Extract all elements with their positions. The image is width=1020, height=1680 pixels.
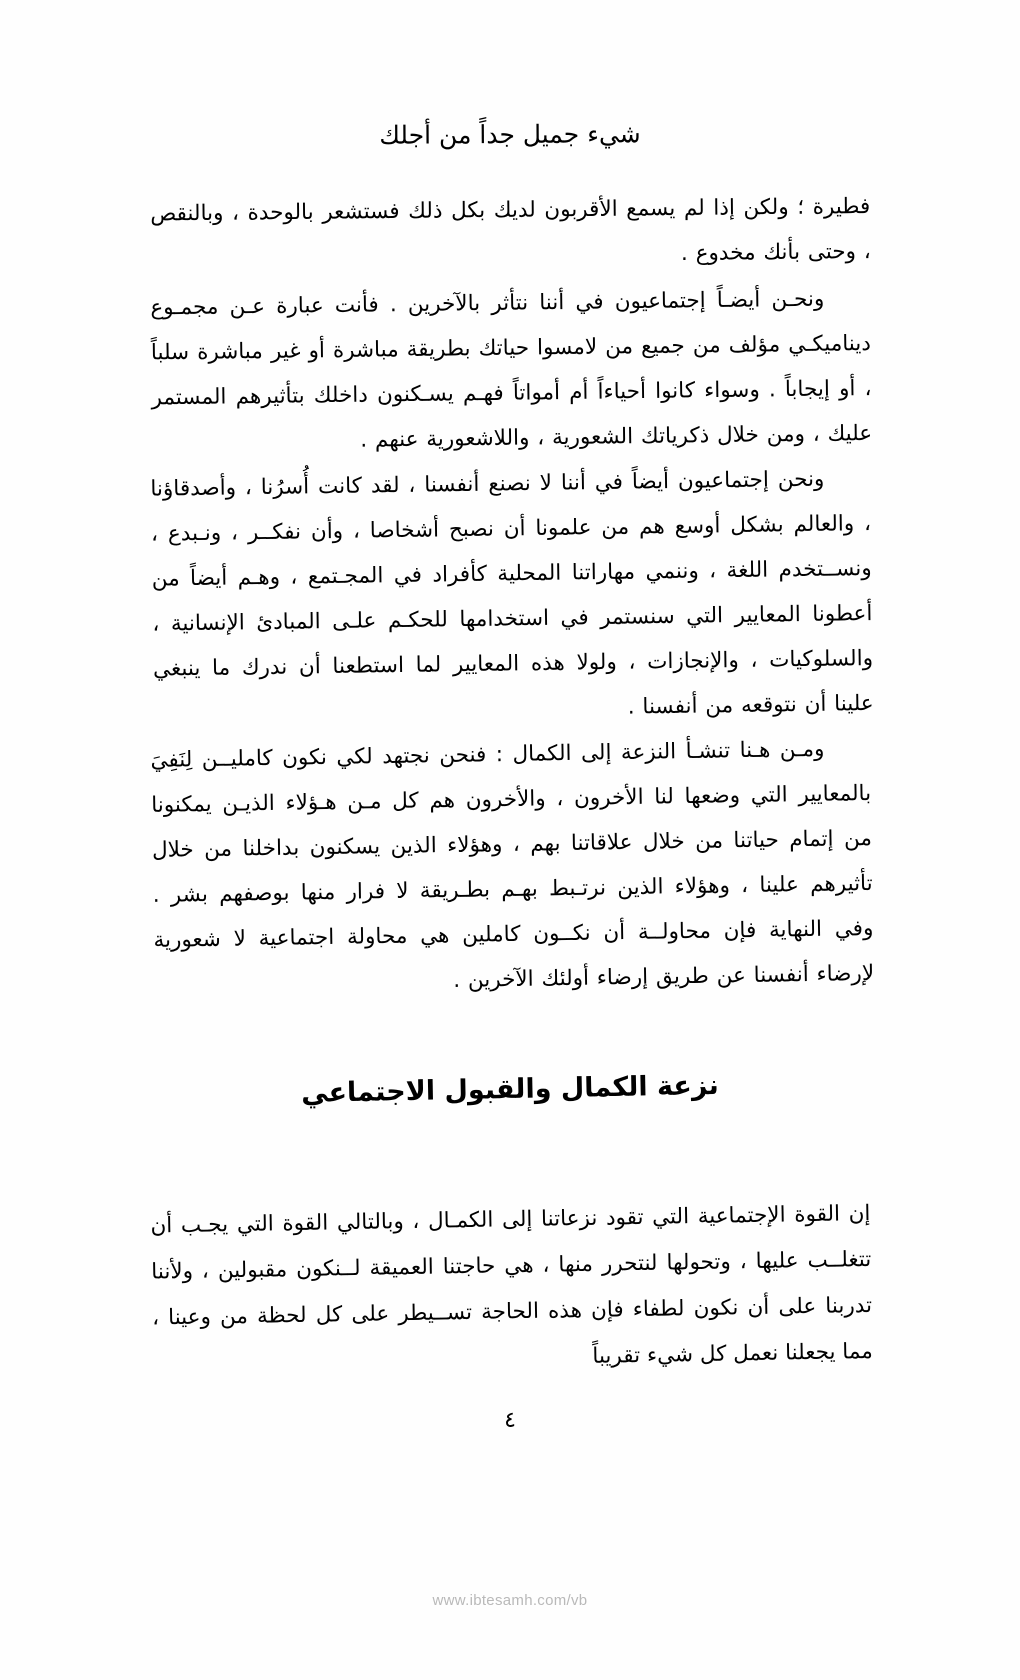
paragraph-4: ومـن هـنا تنشـأ النزعة إلى الكمال : فنحن نجتهد لكي نكون كامليــن لِنَفِيَ بالمعايير التي وضعها لنا الأخرون ، والأخرون هم كل مـن هـؤلاء الذيـن يمكنونا من إتمام حياتنا من خلال علاقاتنا بهم ، وهؤلاء الذين يسكنون بداخلنا من خلال تأثيرهم علينا ، وهؤلاء الذين نرتـبط بهـم بطـريقة لا فرار منها بوصفهم بشر . وفي النهاية فإن محاولــة أن نكــون كاملين هي محاولة اجتماعية لا شعورية لإرضاء أنفسنا عن طريق إرضاء أولئك الآخرين . <box>150 736 875 993</box>
heading-spacer-top <box>150 996 870 1074</box>
page-number: ٤ <box>504 1408 516 1433</box>
section-heading: نزعة الكمال والقبول الاجتماعي <box>300 1069 720 1110</box>
page-title: شيء جميل جداً من أجلك <box>379 119 641 150</box>
paragraph-1: فطيرة ؛ ولكن إذا لم يسمع الأقربون لديك بكل ذلك فستشعر بالوحدة ، وبالنقص ، وحتى بأنك مخدوع . <box>150 193 871 266</box>
paragraph-3: ونحن إجتماعيون أيضاً في أننا لا نصنع أنفسنا ، لقد كانت أُسرُنا ، وأصدقاؤنا ، والعالم بشكل أوسع هم من علمونا أن نصبح أشخاصا ، وأن نفكــر ، ونـبدع ، ونســتخدم اللغة ، وننمي مهاراتنا المحلية كأفراد في المجـتمع ، وهـم أيضاً من أعطونا المعايير التي سنستمر في استخدامها للحكـم علـى المبادئ الإنسانية ، والسلوكيات ، والإنجازات ، ولولا هذه المعايير لما استطعنا أن ندرك ما ينبغي علينا أن نتوقعه من أنفسنا . <box>150 466 874 720</box>
closing-paragraph: إن القوة الإجتماعية التي تقود نزعاتنا إلى الكمـال ، وبالتالي القوة التي يجـب أن تتغلــب عليها ، وتحولها لنتحرر منها ، هي حاجتنا العميقة لــنكون مقبولين ، ولأننا تدربنا على أن نكون لطفاء فإن هذه الحاجة تســيطر على كل لحظة من وعينا ، مما يجعلنا نعمل كل شيء تقريباً <box>150 1200 874 1369</box>
footer-watermark: www.ibtesamh.com/vb <box>432 1592 588 1609</box>
paragraph-2: ونحـن أيضـاً إجتماعيون في أننا نتأثر بالآخرين . فأنت عبارة عـن مجمـوع ديناميكـي مؤلف من جميع من لامسوا حياتك بطريقة مباشرة أو غير مباشرة سلباً ، أو إيجاباً . وسواء كانوا أحياءاً أم أمواتاً فهـم يسـكنون داخلك بتأثيرهم المستمر عليك ، ومن خلال ذكرياتك الشعورية ، واللاشعورية عنهم . <box>150 286 873 453</box>
heading-spacer-bottom <box>150 1105 870 1191</box>
